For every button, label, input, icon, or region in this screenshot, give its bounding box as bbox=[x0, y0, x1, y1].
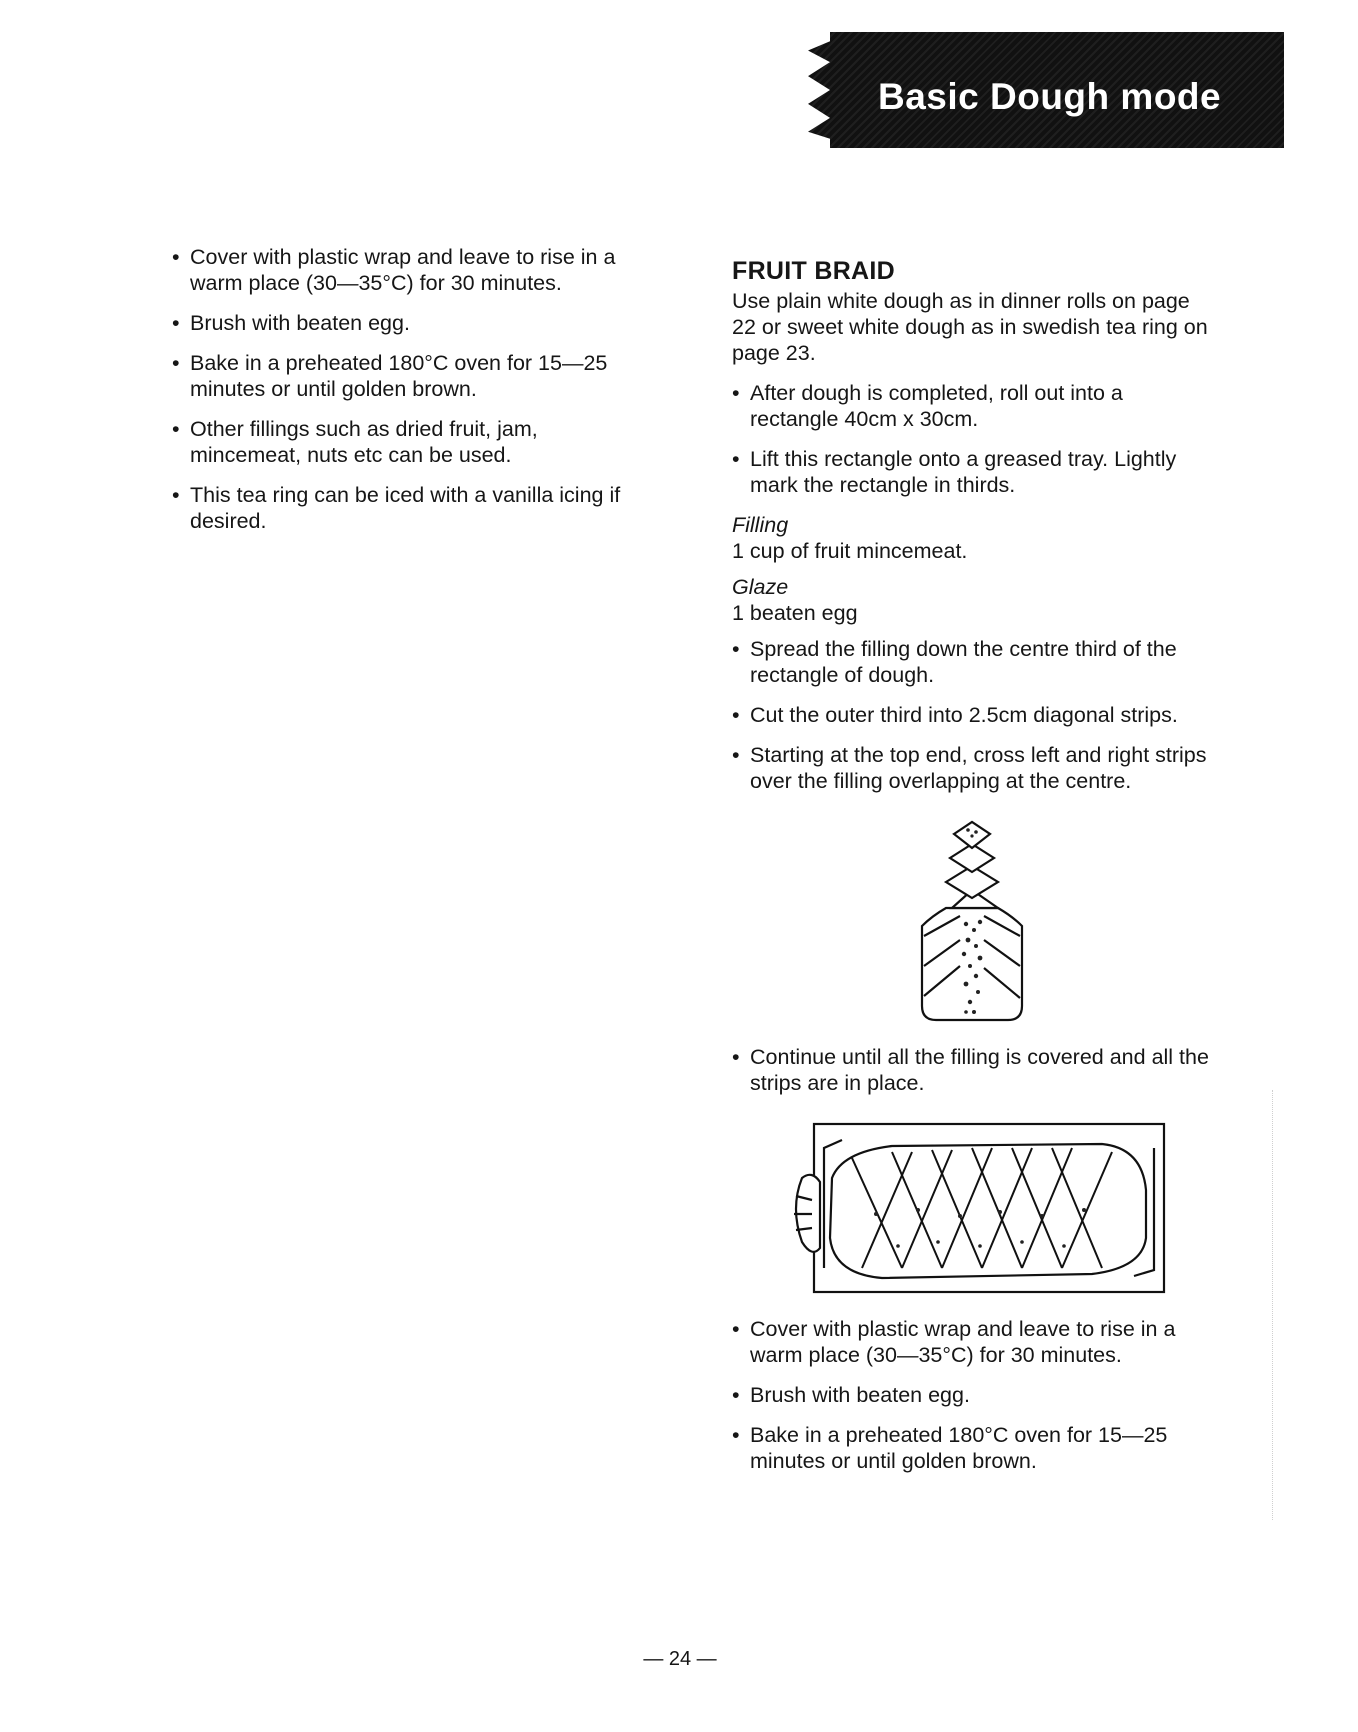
section-title: FRUIT BRAID bbox=[732, 257, 896, 285]
step-bake: • Bake in a preheated 180°C oven for 15—25 minutes or until golden brown. bbox=[732, 1422, 1212, 1474]
bullet-rise: • Cover with plastic wrap and leave to rise in a warm place (30—35°C) for 30 minutes. bbox=[172, 244, 642, 296]
bullet-other-fillings: • Other fillings such as dried fruit, jam, mincemeat, nuts etc can be used. bbox=[172, 416, 642, 468]
step-cut-strips: • Cut the outer third into 2.5cm diagonal strips. bbox=[732, 702, 1212, 728]
header-banner bbox=[808, 32, 1284, 148]
step-cross-strips: • Starting at the top end, cross left and right strips over the filling overlapping at the centre. bbox=[732, 742, 1212, 794]
braided-loaf-illustration bbox=[772, 1118, 1172, 1298]
right-column bbox=[732, 258, 1212, 1488]
bullet-bake: • Bake in a preheated 180°C oven for 15—25 minutes or until golden brown. bbox=[172, 350, 642, 402]
intro-text: Use plain white dough as in dinner rolls on page 22 or sweet white dough as in swedish tea ring on page 23. bbox=[732, 289, 1208, 365]
step-brush-egg: • Brush with beaten egg. bbox=[732, 1382, 1212, 1408]
step-cover-rise: • Cover with plastic wrap and leave to rise in a warm place (30—35°C) for 30 minutes. bbox=[732, 1316, 1212, 1368]
glaze-text: 1 beaten egg bbox=[732, 601, 858, 625]
braid-strips-illustration bbox=[902, 816, 1042, 1026]
banner-notch bbox=[808, 32, 830, 148]
filling-text: 1 cup of fruit mincemeat. bbox=[732, 539, 968, 563]
scan-edge-marks bbox=[1272, 1090, 1274, 1520]
glaze-label: Glaze bbox=[732, 575, 789, 599]
page-title: Basic Dough mode bbox=[878, 76, 1222, 117]
step-spread-filling: • Spread the filling down the centre third of the rectangle of dough. bbox=[732, 636, 1212, 688]
step-lift-rectangle: • Lift this rectangle onto a greased tray. Lightly mark the rectangle in thirds. bbox=[732, 446, 1212, 498]
step-continue: • Continue until all the filling is covered and all the strips are in place. bbox=[732, 1044, 1212, 1096]
step-roll-out: • After dough is completed, roll out into a rectangle 40cm x 30cm. bbox=[732, 380, 1212, 432]
left-column bbox=[172, 244, 642, 548]
filling-label: Filling bbox=[732, 513, 789, 537]
page-number: — 24 — bbox=[643, 1648, 717, 1670]
bullet-icing: • This tea ring can be iced with a vanilla icing if desired. bbox=[172, 482, 642, 534]
bullet-brush: • Brush with beaten egg. bbox=[172, 310, 642, 336]
